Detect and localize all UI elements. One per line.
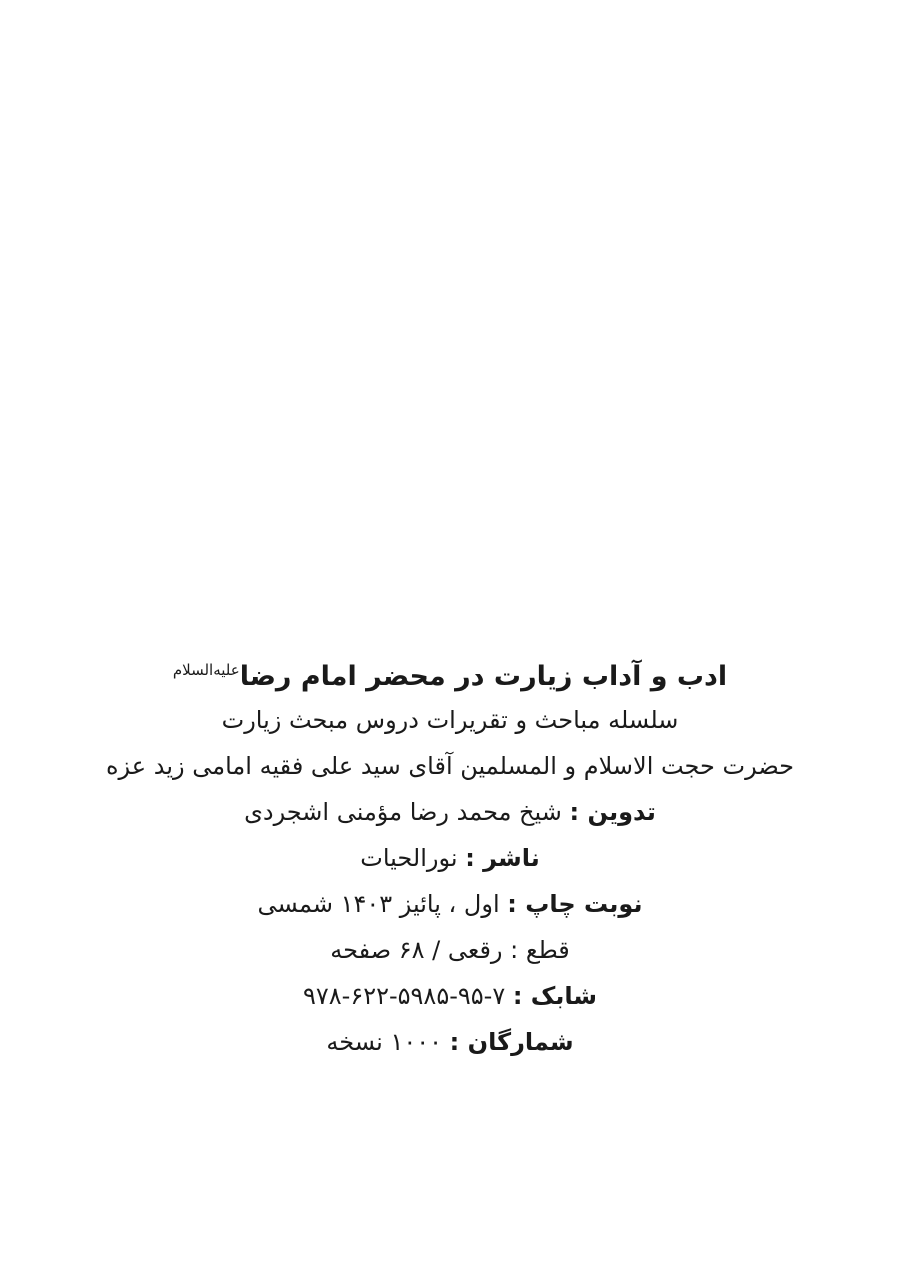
- print-run-label: شمارگان :: [449, 1028, 574, 1056]
- publisher-line: [0, 835, 900, 881]
- compiler-label: تدوین :: [569, 798, 656, 826]
- compiler-line: [0, 789, 900, 835]
- print-run-value: ۱۰۰۰ نسخه: [326, 1028, 443, 1056]
- print-run-line: [0, 1019, 900, 1065]
- book-title: ادب و آداب زیارت در محضر امام رضا: [239, 661, 728, 692]
- edition-value: اول ، پائیز ۱۴۰۳ شمسی: [257, 890, 500, 918]
- compiler-value: شیخ محمد رضا مؤمنی اشجردی: [244, 798, 562, 826]
- isbn-line: [0, 973, 900, 1019]
- publisher-label: ناشر :: [465, 844, 540, 872]
- edition-line: [0, 881, 900, 927]
- edition-label: نوبت چاپ :: [507, 890, 643, 918]
- series-subtitle: سلسله مباحث و تقریرات دروس مبحث زیارت: [221, 706, 679, 734]
- colophon-block: [0, 643, 900, 1065]
- book-title-line: [0, 643, 900, 697]
- publisher-value: نورالحیات: [360, 844, 458, 872]
- isbn-label: شابک :: [512, 982, 597, 1010]
- isbn-value: ۹۷۸-۶۲۲-۵۹۸۵-۹۵-۷: [302, 982, 506, 1010]
- format-line: قطع : رقعی / ۶۸ صفحه: [330, 936, 570, 964]
- lecturer-line: حضرت حجت الاسلام و المسلمین آقای سید علی فقیه امامی زید عزه: [105, 752, 794, 780]
- title-honorific: علیه‌السلام: [172, 661, 240, 679]
